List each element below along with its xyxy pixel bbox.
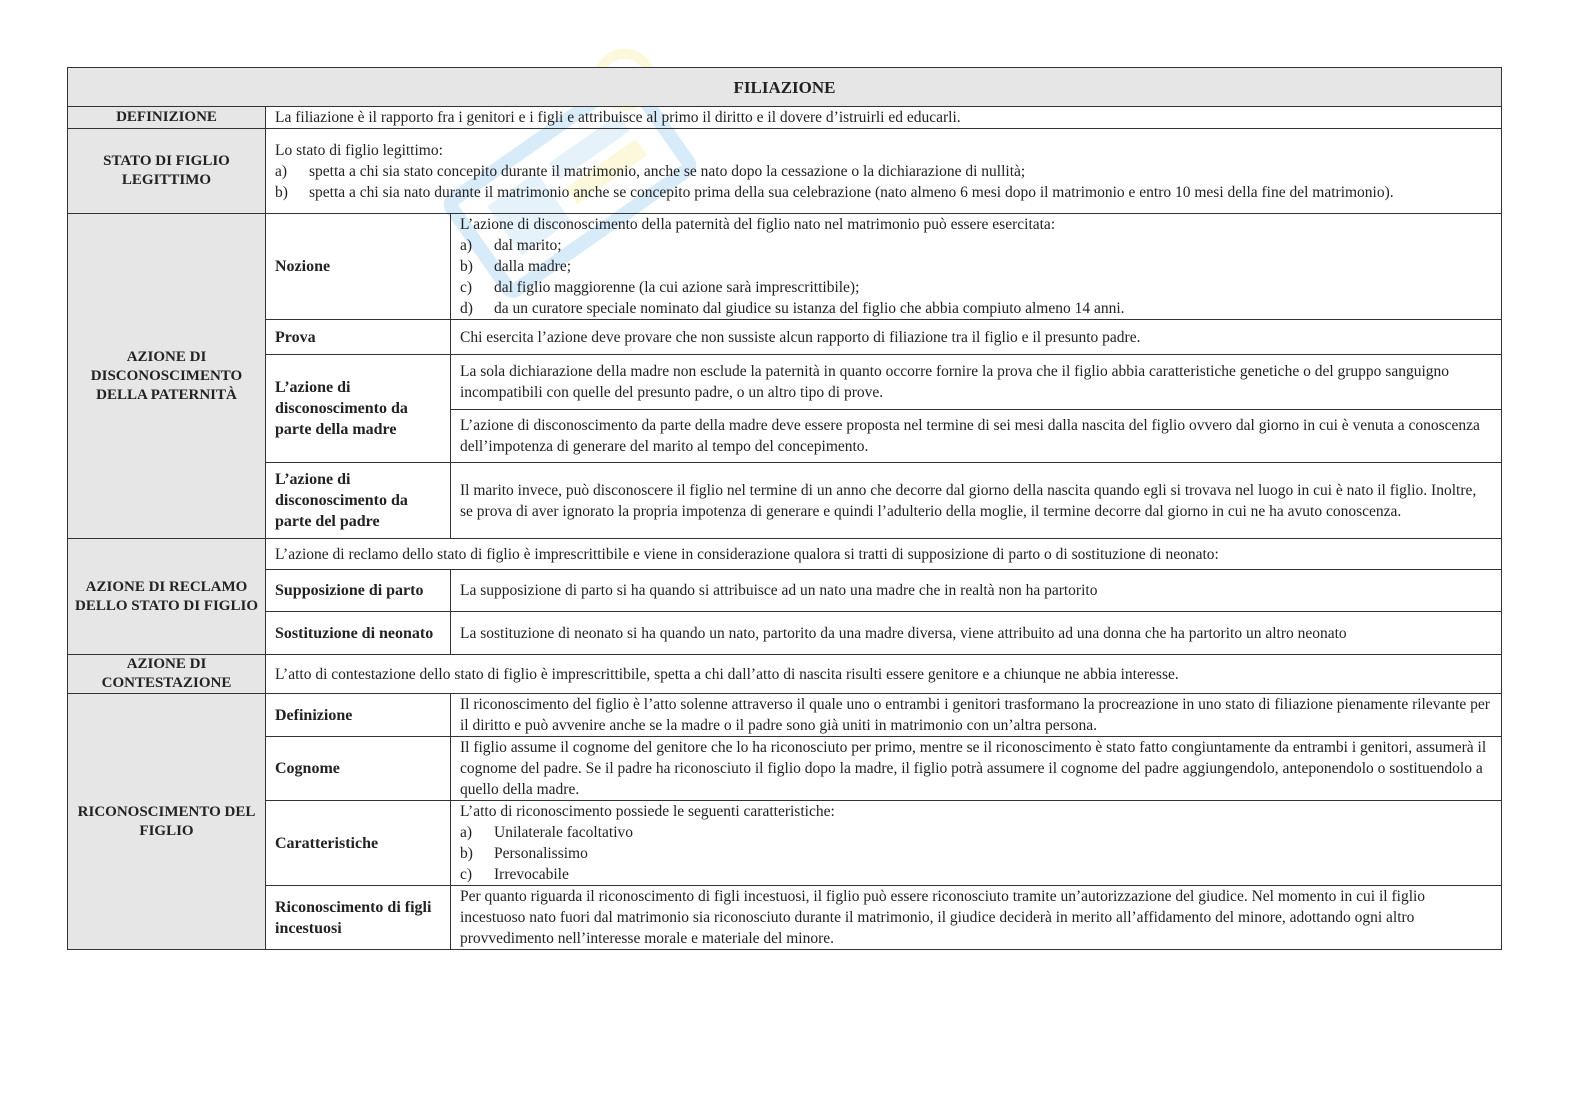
prova-label: Prova (266, 320, 451, 355)
sostituzione-row (68, 612, 1502, 655)
stato-legittimo-label: STATO DI FIGLIO LEGITTIMO (68, 129, 266, 214)
list-text: Personalissimo (494, 845, 588, 862)
list-item (460, 235, 1492, 256)
contestazione-text: L’atto di contestazione dello stato di figlio è imprescrittibile, spetta a chi dall’atto di nascita risulti essere genitore e a chiunque ne abbia interesse. (266, 655, 1502, 694)
cognome-label: Cognome (266, 737, 451, 801)
nozione-list (460, 235, 1492, 319)
supposizione-text: La supposizione di parto si ha quando si attribuisce ad un nato una madre che in realtà non ha partorito (451, 570, 1502, 612)
nozione-label: Nozione (266, 214, 451, 320)
list-text: da un curatore speciale nominato dal giudice su istanza del figlio che abbia compiuto almeno 14 anni. (494, 300, 1125, 317)
reclamo-intro-row (68, 539, 1502, 570)
list-text: spetta a chi sia nato durante il matrimonio anche se concepito prima della sua celebrazione (nato almeno 6 mesi dopo il matrimonio e entro 10 mesi della fine del matrimonio). (309, 183, 1394, 201)
madre-text-1: La sola dichiarazione della madre non esclude la paternità in quanto occorre fornire la prova che il figlio abbia caratteristiche genetiche o del gruppo sanguigno incompatibili con quelle del presunto padre, o un altro tipo di prove. (451, 355, 1502, 410)
nozione-intro: L’azione di disconoscimento della paternità del figlio nato nel matrimonio può essere esercitata: (460, 216, 1056, 233)
padre-text: Il marito invece, può disconoscere il figlio nel termine di un anno che decorre dal giorno della nascita quando egli si trovava nel luogo in cui è nato il figlio. Inoltre, se prova di aver ignorato la propria impotenza di generare e quindi l’adulterio della moglie, il termine decorre dal giorno in cui ne ha avuto conoscenza. (451, 463, 1502, 539)
list-marker: a) (460, 824, 473, 841)
list-marker: b) (275, 183, 288, 201)
riconoscimento-label: RICONOSCIMENTO DEL FIGLIO (68, 694, 266, 950)
filiazione-table (67, 67, 1502, 950)
list-marker: b) (460, 845, 473, 862)
list-item (275, 161, 1492, 182)
list-item (460, 822, 1492, 843)
definizione-row (68, 107, 1502, 129)
riconoscimento-definizione-text: Il riconoscimento del figlio è l’atto solenne attraverso il quale uno o entrambi i genitori trasformano la procreazione in uno stato di filiazione pienamente rilevante per il diritto e può avvenire anche se la madre o il padre sono già uniti in matrimonio con un’altra persona. (451, 694, 1502, 737)
stato-legittimo-row (68, 129, 1502, 214)
list-item (460, 298, 1492, 319)
nozione-row (68, 214, 1502, 320)
list-marker: d) (460, 300, 473, 317)
list-text: dal figlio maggiorenne (la cui azione sarà imprescrittibile); (494, 279, 860, 296)
disconoscimento-label: AZIONE DI DISCONOSCIMENTO DELLA PATERNITÀ (68, 214, 266, 539)
list-item (460, 277, 1492, 298)
list-text: Unilaterale facoltativo (494, 824, 634, 841)
list-item (460, 256, 1492, 277)
madre-label: L’azione di disconoscimento da parte della madre (266, 355, 451, 463)
stato-legittimo-list (275, 161, 1492, 203)
caratteristiche-content (451, 801, 1502, 886)
stato-legittimo-intro: Lo stato di figlio legittimo: (275, 141, 443, 159)
sostituzione-label: Sostituzione di neonato (266, 612, 451, 655)
reclamo-intro: L’azione di reclamo dello stato di figlio è imprescrittibile e viene in considerazione qualora si tratti di supposizione di parto o di sostituzione di neonato: (266, 539, 1502, 570)
riconoscimento-definizione-label: Definizione (266, 694, 451, 737)
list-item (275, 182, 1492, 203)
padre-label: L’azione di disconoscimento da parte del padre (266, 463, 451, 539)
caratteristiche-intro: L’atto di riconoscimento possiede le seguenti caratteristiche: (460, 803, 835, 820)
list-marker: a) (460, 237, 473, 254)
list-text: dal marito; (494, 237, 562, 254)
madre-text-2: L’azione di disconoscimento da parte della madre deve essere proposta nel termine di sei mesi dalla nascita del figlio ovvero dal giorno in cui è venuta a conoscenza dell’impotenza di generare del marito al tempo del concepimento. (451, 410, 1502, 463)
reclamo-label: AZIONE DI RECLAMO DELLO STATO DI FIGLIO (68, 539, 266, 655)
madre-row-1 (68, 355, 1502, 410)
list-item (460, 843, 1492, 864)
list-marker: b) (460, 258, 473, 275)
list-marker: a) (275, 162, 288, 180)
padre-row (68, 463, 1502, 539)
list-text: spetta a chi sia stato concepito durante il matrimonio, anche se nato dopo la cessazione o la dichiarazione di nullità; (309, 162, 1026, 180)
nozione-content (451, 214, 1502, 320)
supposizione-label: Supposizione di parto (266, 570, 451, 612)
incestuosi-label: Riconoscimento di figli incestuosi (266, 886, 451, 950)
list-marker: c) (460, 866, 473, 883)
stato-legittimo-content (266, 129, 1502, 214)
list-item (460, 864, 1492, 885)
riconoscimento-definizione-row (68, 694, 1502, 737)
caratteristiche-row (68, 801, 1502, 886)
table-title: FILIAZIONE (68, 68, 1502, 107)
list-text: dalla madre; (494, 258, 572, 275)
prova-row (68, 320, 1502, 355)
incestuosi-text: Per quanto riguarda il riconoscimento di figli incestuosi, il figlio può essere riconosciuto tramite un’autorizzazione del giudice. Nel momento in cui il figlio incestuoso nato fuori dal matrimonio sia riconosciuto durante il matrimonio, il giudice deciderà in merito all’affidamento del minore, adottando ogni altro provvedimento nell’interesse morale e materiale del minore. (451, 886, 1502, 950)
definizione-text: La filiazione è il rapporto fra i genitori e i figli e attribuisce al primo il diritto e il dovere d’istruirli ed educarli. (266, 107, 1502, 129)
supposizione-row (68, 570, 1502, 612)
caratteristiche-list (460, 822, 1492, 885)
incestuosi-row (68, 886, 1502, 950)
sostituzione-text: La sostituzione di neonato si ha quando un nato, partorito da una madre diversa, viene attribuito ad una donna che ha partorito un altro neonato (451, 612, 1502, 655)
contestazione-row (68, 655, 1502, 694)
title-row (68, 68, 1502, 107)
list-text: Irrevocabile (494, 866, 569, 883)
cognome-row (68, 737, 1502, 801)
cognome-text: Il figlio assume il cognome del genitore che lo ha riconosciuto per primo, mentre se il riconoscimento è stato fatto congiuntamente da entrambi i genitori, assumerà il cognome del padre. Se il padre ha riconosciuto il figlio dopo la madre, il figlio potrà assumere il cognome del padre aggiungendolo, anteponendolo o sostituendolo a quello della madre. (451, 737, 1502, 801)
prova-text: Chi esercita l’azione deve provare che non sussiste alcun rapporto di filiazione tra il figlio e il presunto padre. (451, 320, 1502, 355)
contestazione-label: AZIONE DI CONTESTAZIONE (68, 655, 266, 694)
caratteristiche-label: Caratteristiche (266, 801, 451, 886)
definizione-label: DEFINIZIONE (68, 107, 266, 129)
list-marker: c) (460, 279, 473, 296)
